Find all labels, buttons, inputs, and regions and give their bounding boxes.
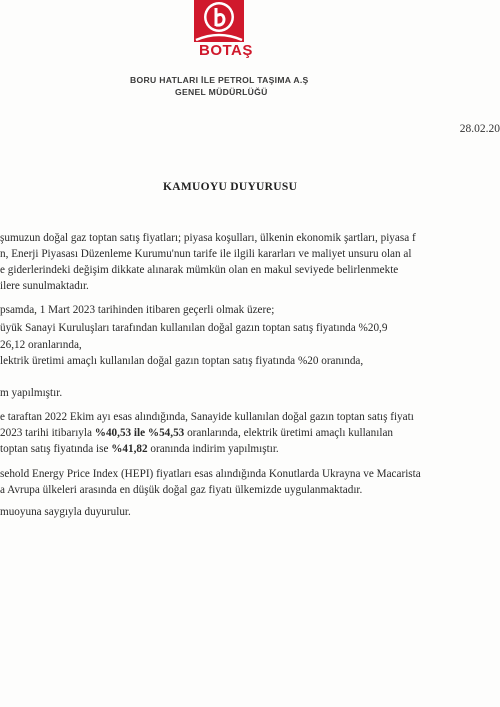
company-name: BORU HATLARI İLE PETROL TAŞIMA A.Ş [130,75,309,85]
text-span: oranında indirim yapılmıştır. [147,443,279,455]
paragraph-line: şumuzun doğal gaz toptan satış fiyatları; piyasa koşulları, ülkenin ekonomik şartları, piyasa f [0,232,416,244]
paragraph-line: e giderlerindeki değişim dikkate alınarak mümkün olan en makul seviyede belirlenmekte [0,264,399,276]
paragraph-line: 26,12 oranlarında, [0,339,82,351]
text-span: oranlarında, elektrik üretimi amaçlı kullanılan [184,427,394,439]
paragraph-line: m yapılmıştır. [0,387,63,399]
paragraph-line: a Avrupa ülkeleri arasında en düşük doğal gaz fiyatı ülkemizde uygulanmaktadır. [0,484,363,496]
paragraph-line: n, Enerji Piyasası Düzenleme Kurumu'nun tarife ile ilgili kararları ve maliyet unsuru olan al [0,248,412,260]
closing-line: muoyuna saygıyla duyurulur. [0,506,131,518]
document-date: 28.02.20 [459,123,500,135]
paragraph-line: üyük Sanayi Kuruluşları tarafından kullanılan doğal gazın toptan satış fiyatında %20,9 [0,322,388,334]
company-division: GENEL MÜDÜRLÜĞÜ [175,87,268,97]
paragraph-line: lektrik üretimi amaçlı kullanılan doğal gazın toptan satış fiyatında %20 oranında, [0,355,364,367]
brand-name: BOTAŞ [199,42,253,59]
text-span: 2023 tarihi itibarıyla [0,427,95,439]
paragraph-line: e taraftan 2022 Ekim ayı esas alındığında, Sanayide kullanılan doğal gazın toptan satış fiyatı [0,411,414,423]
discount-rate: %41,82 [111,443,148,455]
botas-logo [194,0,244,42]
paragraph-line [0,427,393,439]
document-title: KAMUOYU DUYURUSU [163,181,298,193]
paragraph-line: ilere sunulmaktadır. [0,280,89,292]
text-span: toptan satış fiyatında ise [0,443,112,455]
paragraph-line [0,443,279,455]
paragraph-line: psamda, 1 Mart 2023 tarihinden itibaren geçerli olmak üzere; [0,304,275,316]
discount-rates: %40,53 ile %54,53 [94,427,185,439]
paragraph-line: sehold Energy Price Index (HEPI) fiyatları esas alındığında Konutlarda Ukrayna ve Macarista [0,468,421,480]
